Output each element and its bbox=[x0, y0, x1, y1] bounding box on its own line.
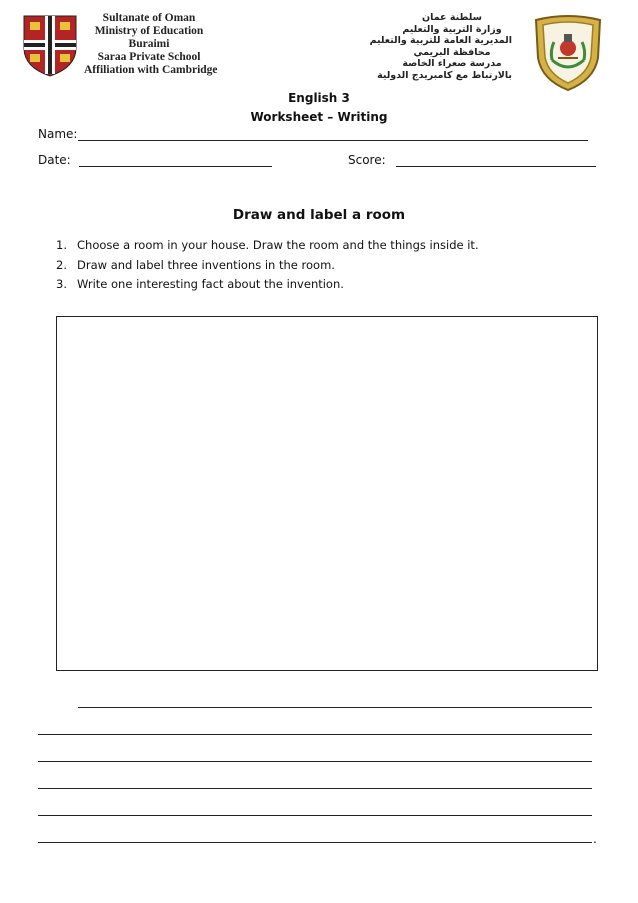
school-info-arabic bbox=[369, 12, 512, 81]
name-label: Name: bbox=[38, 127, 78, 141]
header-line-ar: سلطنة عمان bbox=[422, 12, 482, 23]
name-field[interactable] bbox=[78, 140, 588, 141]
header-line-ar: وزارة التربية والتعليم bbox=[402, 23, 502, 35]
header-line-ar: بالارتباط مع كامبريدج الدولية bbox=[377, 69, 512, 81]
school-info-english bbox=[84, 12, 218, 77]
header-line-ar: المديرية العامة للتربية والتعليم bbox=[369, 35, 512, 46]
header-line-en: Saraa Private School bbox=[97, 51, 201, 63]
worksheet-subtitle: Worksheet – Writing bbox=[250, 110, 388, 124]
instruction-text: Write one interesting fact about the invention. bbox=[77, 277, 344, 291]
list-number: 1. bbox=[56, 238, 67, 252]
writing-line[interactable] bbox=[78, 707, 592, 708]
writing-line[interactable] bbox=[38, 788, 592, 789]
list-item bbox=[56, 275, 479, 295]
writing-line[interactable] bbox=[38, 761, 592, 762]
instruction-list bbox=[56, 236, 479, 295]
task-heading: Draw and label a room bbox=[232, 207, 406, 223]
course-title: English 3 bbox=[288, 91, 350, 105]
list-number: 2. bbox=[56, 257, 67, 272]
writing-line[interactable] bbox=[38, 734, 592, 735]
header-line-en: Affiliation with Cambridge bbox=[84, 64, 218, 76]
score-label: Score: bbox=[348, 153, 386, 167]
header-line-ar: محافظة البريمي bbox=[413, 46, 491, 58]
header-line-en: Sultanate of Oman bbox=[102, 12, 196, 24]
cambridge-shield-icon bbox=[22, 14, 78, 78]
score-field[interactable] bbox=[396, 166, 596, 167]
list-number: 3. bbox=[56, 277, 67, 291]
instruction-text: Draw and label three inventions in the room. bbox=[77, 257, 335, 272]
instruction-text: Choose a room in your house. Draw the room and the things inside it. bbox=[77, 238, 479, 252]
header-line-en: Ministry of Education bbox=[94, 25, 204, 37]
list-item bbox=[56, 236, 479, 256]
header-line-en: Buraimi bbox=[128, 38, 170, 50]
list-item bbox=[56, 256, 479, 276]
date-label: Date: bbox=[38, 153, 71, 167]
date-field[interactable] bbox=[79, 166, 272, 167]
school-emblem-icon bbox=[528, 14, 608, 92]
writing-line[interactable] bbox=[38, 842, 592, 843]
writing-line[interactable] bbox=[38, 815, 592, 816]
header-line-ar: مدرسة صعراء الخاصة bbox=[402, 58, 502, 69]
drawing-area[interactable] bbox=[56, 316, 598, 671]
line-end-period: . bbox=[593, 832, 597, 846]
